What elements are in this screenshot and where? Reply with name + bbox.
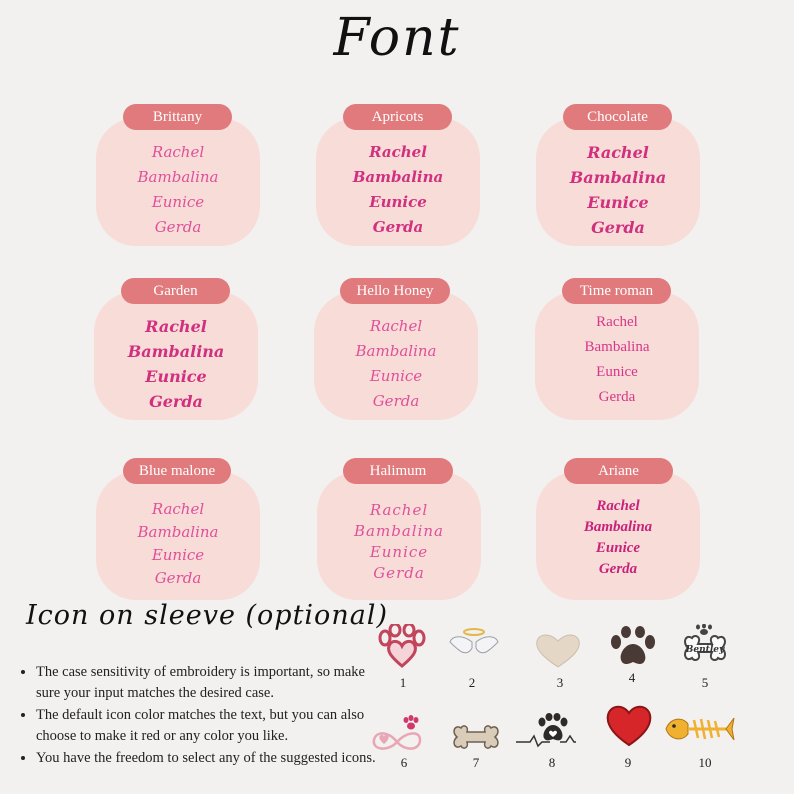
font-sample-names bbox=[317, 500, 481, 584]
icon-number: 3 bbox=[556, 675, 564, 690]
sample-name: Gerda bbox=[154, 569, 202, 587]
sample-name: Bambalina bbox=[352, 168, 444, 186]
instruction-item: • The default icon color matches the text, but you can also choose to make it red or any color you like. bbox=[36, 705, 388, 746]
sample-name: Eunice bbox=[587, 193, 649, 212]
font-label-garden: Garden bbox=[121, 278, 230, 304]
sample-name: Eunice bbox=[151, 546, 205, 564]
font-label-halimum: Halimum bbox=[343, 458, 453, 484]
font-label-hello-honey: Hello Honey bbox=[340, 278, 450, 304]
icon-number: 5 bbox=[701, 675, 709, 690]
sample-name: Gerda bbox=[154, 218, 202, 236]
sample-name: Bambalina bbox=[137, 523, 219, 541]
font-sample-names bbox=[316, 140, 480, 240]
sample-name: Bambalina bbox=[354, 522, 444, 540]
sample-name: Gerda bbox=[372, 218, 424, 236]
icon-number: 2 bbox=[468, 675, 476, 690]
instructions-list bbox=[20, 662, 388, 771]
font-sample-names bbox=[96, 498, 260, 590]
paw-heart-icon[interactable] bbox=[376, 624, 428, 670]
instruction-item: • You have the freedom to select any of the suggested icons. bbox=[36, 748, 388, 769]
sample-name: Eunice bbox=[151, 193, 205, 211]
sample-name: Eunice bbox=[369, 193, 427, 211]
icon-number: 4 bbox=[628, 670, 636, 685]
icon-number: 10 bbox=[698, 755, 712, 770]
font-label-ariane: Ariane bbox=[564, 458, 673, 484]
bone-tag-bentley-icon[interactable] bbox=[678, 624, 732, 668]
sample-name: Eunice bbox=[595, 540, 641, 556]
font-card-ariane[interactable] bbox=[536, 472, 700, 600]
font-card-time-roman[interactable] bbox=[535, 292, 699, 420]
sample-name: Rachel bbox=[596, 314, 638, 330]
icon-number: 9 bbox=[624, 755, 632, 770]
font-card-apricots[interactable] bbox=[316, 118, 480, 246]
font-card-hello-honey[interactable] bbox=[314, 292, 478, 420]
font-card-halimum[interactable] bbox=[317, 472, 481, 600]
sample-name: Eunice bbox=[596, 364, 638, 380]
sample-name: Rachel bbox=[369, 143, 427, 161]
font-sample-names bbox=[536, 496, 700, 580]
font-label-apricots: Apricots bbox=[343, 104, 452, 130]
sample-name: Eunice bbox=[145, 367, 207, 386]
sample-name: Bambalina bbox=[137, 168, 219, 186]
page-title: Font bbox=[333, 8, 461, 68]
icon-section-title: Icon on sleeve (optional) bbox=[26, 600, 388, 631]
sample-name: Rachel bbox=[587, 143, 649, 162]
sample-name: Gerda bbox=[373, 564, 425, 582]
sample-name: Bambalina bbox=[569, 168, 667, 187]
font-sample-names bbox=[96, 140, 260, 240]
font-card-chocolate[interactable] bbox=[536, 118, 700, 246]
instruction-item: • The case sensitivity of embroidery is important, so make sure your input matches the desired case. bbox=[36, 662, 388, 703]
font-label-chocolate: Chocolate bbox=[563, 104, 672, 130]
icon-number: 6 bbox=[400, 755, 408, 770]
font-label-time-roman: Time roman bbox=[562, 278, 671, 304]
font-card-brittany[interactable] bbox=[96, 118, 260, 246]
sample-name: Eunice bbox=[369, 367, 423, 385]
heartbeat-paw-icon[interactable] bbox=[514, 712, 578, 752]
sample-name: Gerda bbox=[149, 392, 203, 411]
font-label-brittany: Brittany bbox=[123, 104, 232, 130]
font-card-garden[interactable] bbox=[94, 292, 258, 420]
font-sample-names bbox=[535, 310, 699, 410]
sample-name: Bambalina bbox=[583, 519, 653, 535]
sample-name: Rachel bbox=[151, 500, 205, 518]
sample-name: Gerda bbox=[591, 218, 645, 237]
beige-heart-icon[interactable] bbox=[533, 631, 583, 669]
bone-tag-text: Bentley bbox=[685, 645, 725, 655]
red-heart-icon[interactable] bbox=[604, 703, 654, 747]
font-sample-names bbox=[536, 140, 700, 240]
sample-name: Rachel bbox=[369, 317, 423, 335]
infinity-heart-paw-icon[interactable] bbox=[370, 714, 424, 756]
sample-name: Eunice bbox=[369, 543, 429, 561]
sample-name: Rachel bbox=[369, 501, 429, 519]
sample-name: Bambalina bbox=[127, 342, 225, 361]
sample-name: Gerda bbox=[598, 561, 638, 577]
font-sample-names bbox=[94, 314, 258, 414]
sample-name: Gerda bbox=[598, 389, 636, 405]
font-sample-names bbox=[314, 314, 478, 414]
sample-name: Rachel bbox=[596, 498, 640, 514]
icon-number: 7 bbox=[472, 755, 480, 770]
icon-number: 1 bbox=[399, 675, 407, 690]
font-card-blue-malone[interactable] bbox=[96, 472, 260, 600]
font-label-blue-malone: Blue malone bbox=[123, 458, 231, 484]
sample-name: Gerda bbox=[372, 392, 420, 410]
icon-number: 8 bbox=[548, 755, 556, 770]
sample-name: Rachel bbox=[151, 143, 205, 161]
angel-wings-halo-icon[interactable] bbox=[448, 626, 500, 666]
sample-name: Bambalina bbox=[584, 339, 650, 355]
sample-name: Bambalina bbox=[355, 342, 437, 360]
sample-name: Rachel bbox=[145, 317, 207, 336]
paw-print-icon[interactable] bbox=[609, 626, 657, 668]
fish-bone-icon[interactable] bbox=[664, 712, 736, 746]
bone-icon[interactable] bbox=[447, 722, 505, 752]
